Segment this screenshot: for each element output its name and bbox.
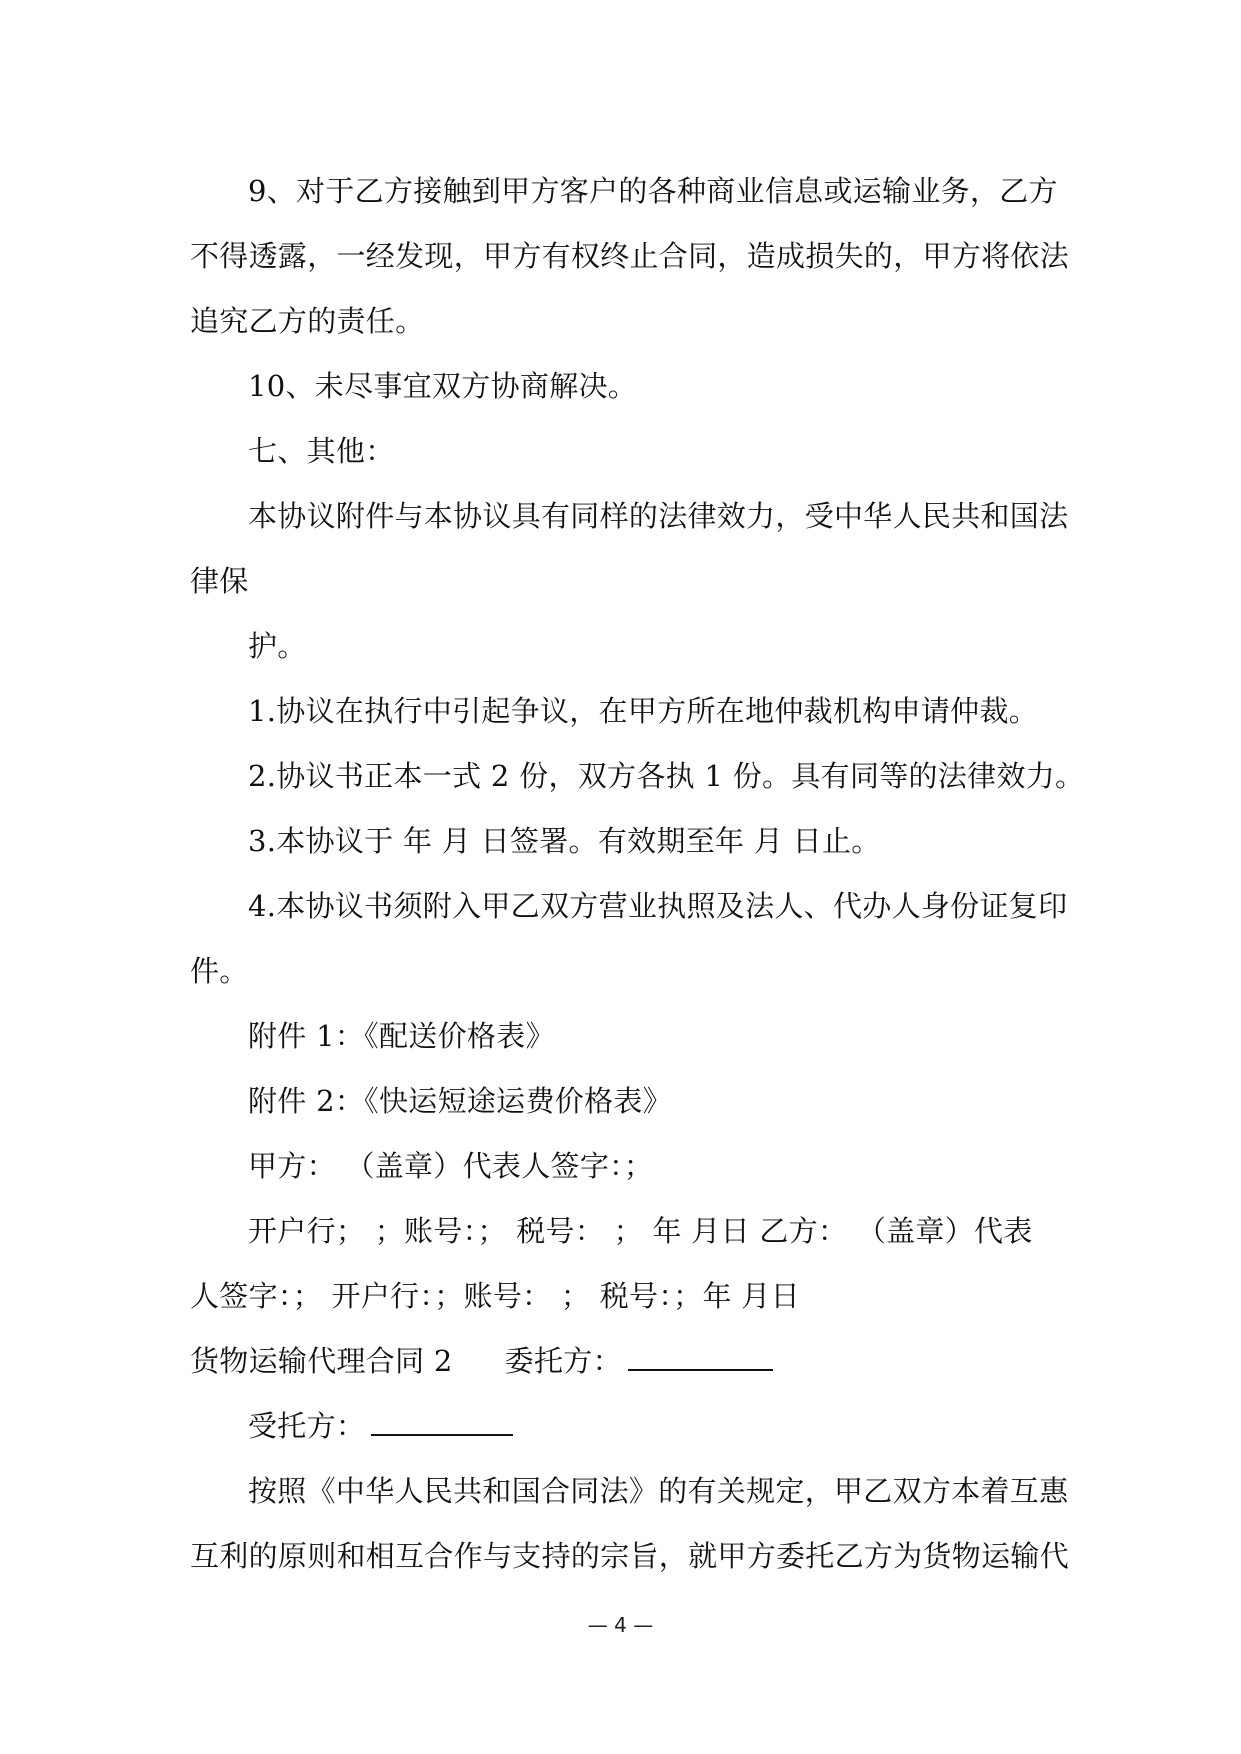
client-blank-line	[628, 1343, 773, 1371]
agent-label: 受托方：	[248, 1409, 366, 1443]
paragraph-clause-9-line-1: 9、对于乙方接触到甲方客户的各种商业信息或运输业务，乙方	[248, 174, 1058, 208]
party-a-signature: 甲方： （盖章）代表人签字：；	[248, 1149, 654, 1183]
client-label: 委托方：	[504, 1344, 622, 1378]
contract-2-title: 货物运输代理合同 2	[190, 1344, 453, 1378]
paragraph-clause-10: 10、未尽事宜双方协商解决。	[248, 369, 638, 403]
closing-line-1: 按照《中华人民共和国合同法》的有关规定，甲乙双方本着互惠	[248, 1474, 1069, 1508]
attachment-1: 附件 1：《配送价格表》	[248, 1019, 555, 1053]
page-number: — 4 —	[587, 1613, 654, 1637]
paragraph-legal-effect-line-1: 本协议附件与本协议具有同样的法律效力，受中华人民共和国法	[248, 499, 1069, 533]
paragraph-clause-9-line-2: 不得透露，一经发现，甲方有权终止合同，造成损失的，甲方将依法	[190, 239, 1070, 273]
bank-info-line-1: 开户行； ；账号：； 税号： ； 年 月日 乙方： （盖章）代表	[248, 1214, 1033, 1248]
closing-line-2: 互利的原则和相互合作与支持的宗旨，就甲方委托乙方为货物运输代	[190, 1539, 1070, 1573]
document-body	[190, 159, 1085, 1589]
paragraph-clause-9-line-3: 追究乙方的责任。	[190, 304, 425, 338]
attachment-2: 附件 2：《快运短途运费价格表》	[248, 1084, 672, 1118]
bank-info-line-2: 人签字：； 开户行：；账号： ； 税号：；年 月日	[190, 1279, 800, 1313]
contract-2-header	[190, 1329, 1062, 1394]
paragraph-item-1: 1.协议在执行中引起争议，在甲方所在地仲裁机构申请仲裁。	[248, 694, 1039, 728]
section-heading-other: 七、其他：	[248, 434, 395, 468]
paragraph-item-4-line-2: 件。	[190, 954, 249, 988]
paragraph-item-3: 3.本协议于 年 月 日签署。有效期至年 月 日止。	[248, 824, 881, 858]
agent-line	[190, 1394, 1062, 1459]
paragraph-protection: 护。	[248, 629, 307, 663]
paragraph-legal-effect-line-2: 律保	[190, 564, 249, 598]
paragraph-item-2: 2.协议书正本一式 2 份，双方各执 1 份。具有同等的法律效力。	[248, 759, 1085, 793]
agent-blank-line	[371, 1408, 513, 1436]
paragraph-item-4-line-1: 4.本协议书须附入甲乙双方营业执照及法人、代办人身份证复印	[248, 889, 1068, 923]
